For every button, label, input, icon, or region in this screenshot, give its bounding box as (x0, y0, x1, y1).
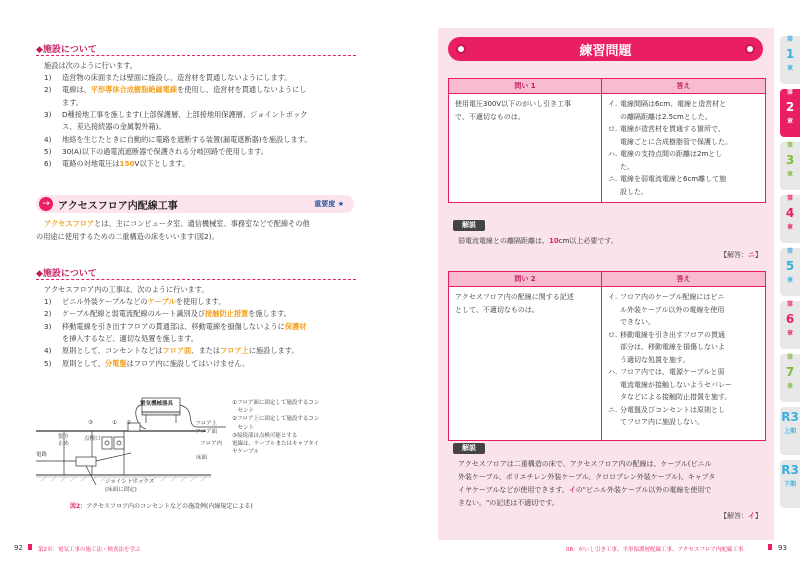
option-line: う適切な処置を施す。 (620, 355, 690, 364)
tab-top: 第 (786, 301, 793, 308)
sec2-heading: ◆施設について (36, 269, 97, 279)
list-number: 1) (44, 73, 52, 82)
explanation-line (458, 458, 715, 471)
option-text (620, 123, 732, 148)
tab-sub: 章 (786, 118, 793, 125)
tab-main: 1 (785, 47, 795, 61)
exp2-text (458, 458, 715, 510)
tab-main: 4 (785, 206, 795, 220)
answer-option (608, 404, 759, 429)
answer-option (608, 173, 759, 198)
exp1-text (458, 236, 618, 246)
section-title: アクセスフロア内配線工事 (58, 201, 178, 212)
chapter-tab[interactable] (780, 89, 800, 137)
answer-option (608, 123, 759, 148)
option-line: 電線を弱電流電線と6cm離して施 (620, 175, 727, 183)
text-segment: 分電盤 (104, 358, 127, 368)
text-segment: 造営物の床面または壁面に施設し、造営材を貫通しないようにします。 (62, 73, 292, 82)
q1-head-answer: 答え (602, 79, 766, 94)
text-segment: ケーブル (147, 297, 176, 306)
list-item (44, 134, 311, 146)
label-floor-surface: 床面 (196, 455, 208, 461)
explanation-line (458, 471, 715, 484)
list-item (44, 296, 225, 308)
q2-head-answer: 答え (602, 272, 766, 287)
junction-box (76, 457, 96, 466)
text-segment: 地絡を生じたときに自動的に電路を遮断する装置(漏電遮断器)を施設します。 (62, 134, 312, 144)
text-segment: きない。"の記述は不適切です。 (458, 499, 559, 507)
q2-head-question: 問い 2 (449, 272, 602, 287)
list-item (44, 109, 307, 121)
tab-main: 5 (785, 259, 795, 273)
equipment-label: 電気機械器具 (140, 401, 174, 407)
label-haritome: 張り止め (58, 434, 70, 447)
text-segment: とは、主にコンピュータ室、通信機械室、事務室などで配線その他 (94, 219, 310, 228)
tab-top: 第 (786, 36, 793, 43)
label-denro: 電路 (36, 452, 48, 458)
option-line: 電線間隔は6cm、電線と造営材と (620, 100, 727, 108)
legend-line: ②フロア上に固定して施設するコン (232, 416, 320, 423)
option-line: フロア内のケーブル配線にはビニ (620, 293, 725, 301)
text-segment: 150 (119, 159, 135, 169)
tab-sub: 上期 (783, 428, 796, 435)
list-number: 2) (44, 85, 52, 95)
list-number: 5) (44, 146, 52, 156)
tab-sub: 章 (786, 277, 793, 284)
option-text (620, 173, 726, 198)
option-text (620, 98, 726, 123)
tab-sub: 下期 (783, 481, 796, 488)
practice-banner (448, 37, 763, 61)
answer-option (608, 366, 759, 404)
answer-option (608, 148, 759, 173)
tab-top: 第 (786, 142, 793, 149)
tab-top: 第 (786, 248, 793, 255)
option-text (620, 404, 725, 429)
list-number: 3) (44, 109, 52, 119)
chapter-tab[interactable] (780, 301, 800, 349)
chapter-tab[interactable] (780, 195, 800, 243)
chapter-tab[interactable] (780, 36, 800, 84)
text-segment: イ (568, 486, 576, 494)
list-item (44, 345, 299, 357)
explanation-line (458, 497, 715, 510)
text-segment: 電路の対地電圧は (62, 159, 120, 169)
tab-sub: 章 (786, 330, 793, 337)
list-number: 3) (44, 321, 52, 331)
text-segment: ケーブル配線と弱電流配線のルート識別及び (62, 309, 206, 319)
legend-line: セント (232, 424, 255, 431)
text-segment: V以下とします。 (134, 159, 190, 169)
outlet-box (114, 437, 124, 449)
chapter-tab[interactable] (780, 407, 800, 455)
option-key: イ. (608, 293, 618, 301)
importance-label: 重要度 ★ (314, 200, 344, 208)
option-key: ロ. (608, 330, 618, 339)
text-segment: ス、差込接続器の金属製外箱)。 (62, 122, 166, 132)
tab-main: 2 (785, 100, 795, 114)
answer-option (608, 98, 759, 123)
option-line: た。 (620, 162, 634, 171)
text-segment: を使用し、造営材を貫通しないようにし (177, 85, 307, 95)
text-segment: の用途に使用するための二重構造の床をいいます(図2)。 (36, 232, 219, 241)
text-segment: はフロア内に施設してはいけません。 (126, 358, 250, 368)
legend-line: 電線は、ケーブルまたはキャブタイ (232, 441, 320, 447)
exp2-answer: 【解答：イ】 (720, 512, 762, 520)
text-segment: 原則として、 (62, 358, 105, 368)
left-page-number: 92 (14, 544, 23, 552)
label-floor-face: フロア面 (195, 429, 218, 435)
tab-sub: 章 (786, 383, 793, 390)
list-item (44, 358, 249, 370)
text-segment: 接触防止措置 (205, 309, 249, 319)
option-line: 分電盤及びコンセントは原則とし (620, 405, 725, 414)
sec1-heading: ◆施設について (36, 45, 97, 55)
text-segment: 電線は、 (62, 85, 91, 95)
banner-title: 練習問題 (579, 44, 632, 59)
list-number: 4) (44, 134, 52, 144)
text-segment: フロア上 (220, 346, 249, 356)
legend-line: ヤケーブル (232, 449, 260, 456)
arrow-icon: → (39, 197, 53, 211)
text-segment: 30(A)以下の過電流遮断器で保護される分岐回路で使用します。 (62, 146, 268, 156)
option-key: ロ. (608, 125, 618, 133)
chapter-tab[interactable] (780, 354, 800, 402)
explanation-line (458, 484, 715, 497)
option-line: 電流電線が接触しないようセパレー (620, 380, 732, 389)
text-segment: フロア面 (162, 346, 192, 356)
left-footer: 第2章：電気工事の施工法・検査法を学ぶ (38, 547, 141, 553)
option-line: の離隔距離は2.5cmとした。 (620, 112, 712, 121)
text-segment: cm以上必要です。 (558, 237, 618, 245)
list-number: 5) (44, 358, 52, 368)
list-item (44, 97, 83, 109)
question-line: アクセスフロア内の配線に関する記述 (455, 293, 574, 301)
option-line: 部分は、移動電線を損傷しないよ (620, 343, 725, 351)
question-line: 使用電圧300V以下のがいし引き工事 (455, 100, 572, 108)
text-segment: 弱電流電線との離隔距離は、 (458, 237, 549, 245)
figure-caption: 図2：アクセスフロア内のコンセントなどの施設例(内線規定による) (70, 503, 253, 510)
list-item (44, 84, 306, 96)
label-c2: ② (126, 420, 131, 426)
label-floor-top: フロア上 (195, 421, 218, 427)
footer-marker (28, 544, 32, 550)
right-page-number: 93 (778, 544, 787, 552)
exp1-label: 解説 (453, 220, 485, 231)
option-key: ハ. (608, 368, 618, 376)
q1-head-question: 問い 1 (449, 79, 602, 94)
label-c3: ③ (88, 420, 93, 426)
exp2-label: 解説 (453, 443, 485, 454)
list-item (44, 146, 268, 158)
joint-label-2: (床面に固定) (105, 487, 137, 493)
label-c1: ① (112, 420, 117, 426)
tab-main: R3 (781, 410, 799, 424)
legend-line: ③接続部は点検可能とする (232, 432, 298, 439)
right-footer: 08：がいし引き工事、平形保護層配線工事、アクセスフロア内配線工事 (566, 547, 744, 553)
list-item (44, 333, 198, 345)
text-segment: アクセスフロア (44, 219, 95, 228)
list-number: 2) (44, 309, 52, 319)
text-segment: の"ビニル外装ケーブル以外の電線を使用で (575, 486, 712, 494)
answer-option (608, 291, 759, 329)
option-text (620, 329, 725, 367)
chapter-tab[interactable] (780, 248, 800, 296)
list-item (44, 158, 189, 170)
text-segment: 保護材 (284, 321, 307, 331)
section-bar (36, 195, 354, 213)
list-item (44, 121, 166, 133)
list-number: 1) (44, 297, 52, 306)
text-segment: 、または (191, 346, 221, 356)
list-item (44, 321, 306, 333)
list-number: 4) (44, 346, 52, 356)
q1-question (449, 94, 602, 203)
desc-line (36, 231, 219, 243)
option-line: 設した。 (620, 187, 648, 196)
tab-top: 第 (786, 195, 793, 202)
text-segment: D種接地工事を施します(上部保護層、上部接地用保護層、ジョイントボック (62, 109, 308, 119)
tab-sub: 章 (786, 171, 793, 178)
sec1-underline (36, 55, 356, 56)
option-line: 電線ごとに合成樹脂管で保護した。 (620, 137, 732, 146)
option-line: できない。 (620, 318, 655, 326)
label-tenken: 点検口 (84, 436, 101, 442)
question-line: で、不適切なものは。 (455, 112, 525, 121)
text-segment: ます。 (62, 97, 83, 107)
text-segment: 原則として、コンセントなどは (62, 346, 163, 356)
sec2-underline (36, 279, 356, 280)
list-item (44, 308, 291, 320)
option-line: てフロア内に施設しない。 (620, 418, 704, 426)
desc-line (44, 218, 310, 230)
text-segment: イヤケーブルなどが使用できます。 (458, 486, 569, 494)
footer-marker-right (768, 544, 772, 550)
q2-options (602, 287, 766, 441)
text-segment: を挿入するなど、適切な処置を施します。 (62, 333, 198, 343)
option-text (620, 148, 722, 173)
text-segment: ビニル外装ケーブルなどの (62, 297, 148, 306)
option-text (620, 291, 724, 329)
text-segment: に施設します。 (248, 346, 299, 356)
option-text (620, 366, 732, 404)
tab-main: R3 (781, 463, 799, 477)
label-floor-in: フロア内 (200, 441, 223, 447)
legend-line: セント (232, 408, 255, 415)
text-segment: 移動電線を引き出すフロアの貫通部は、移動電線を損傷しないように (62, 321, 285, 331)
text-segment: 外装ケーブル、ポリエチレン外装ケーブル、クロロプレン外装ケーブル)、キャブタ (458, 473, 716, 481)
option-key: ニ. (608, 175, 618, 183)
tab-sub: 章 (786, 65, 793, 72)
list-number: 6) (44, 159, 52, 169)
text-segment: を使用します。 (175, 297, 226, 306)
banner-dot-right (745, 44, 755, 54)
option-key: ハ. (608, 150, 618, 158)
tab-main: 3 (785, 153, 795, 167)
joint-label-1: ジョイントボックス (105, 479, 155, 485)
q1-options (602, 94, 766, 203)
exp1-answer: 【解答：ニ】 (720, 251, 762, 259)
tab-main: 7 (785, 365, 795, 379)
sec1-intro: 施設は次のように行います。 (44, 61, 137, 70)
tab-top: 第 (786, 354, 793, 361)
question-line: として、不適切なものは。 (455, 305, 539, 314)
text-segment: アクセスフロアは二重構造の床で、アクセスフロア内の配線は、ケーブル(ビニル (458, 460, 712, 468)
option-line: 電線の支持点間の距離は2mとし (620, 150, 723, 158)
legend-line: ①フロア面に固定して施設するコン (232, 400, 320, 406)
chapter-tab[interactable] (780, 142, 800, 190)
question2-table (448, 271, 766, 441)
answer-option (608, 329, 759, 367)
tab-top: 第 (786, 89, 793, 96)
option-line: 移動電線を引き出すフロアの貫通 (620, 330, 725, 339)
list-item (44, 72, 291, 84)
option-key: イ. (608, 100, 618, 108)
text-segment: 10 (549, 237, 559, 245)
tab-sub: 章 (786, 224, 793, 231)
text-segment: を施します。 (248, 309, 291, 319)
tab-main: 6 (785, 312, 795, 326)
text-segment: 平形導体合成樹脂絶縁電線 (90, 85, 178, 95)
option-line: 電線が造営材を貫通する箇所で、 (620, 125, 725, 133)
sec2-intro: アクセスフロア内の工事は、次のように行います。 (44, 285, 209, 294)
question1-table (448, 78, 766, 203)
option-line: ル外装ケーブル以外の電線を使用 (620, 305, 725, 314)
option-line: タなどによる接触防止措置を施す。 (620, 393, 732, 401)
chapter-tab[interactable] (780, 460, 800, 508)
option-line: フロア内では、電源ケーブルと弱 (620, 368, 725, 376)
option-key: ニ. (608, 405, 618, 414)
q2-question (449, 287, 602, 441)
